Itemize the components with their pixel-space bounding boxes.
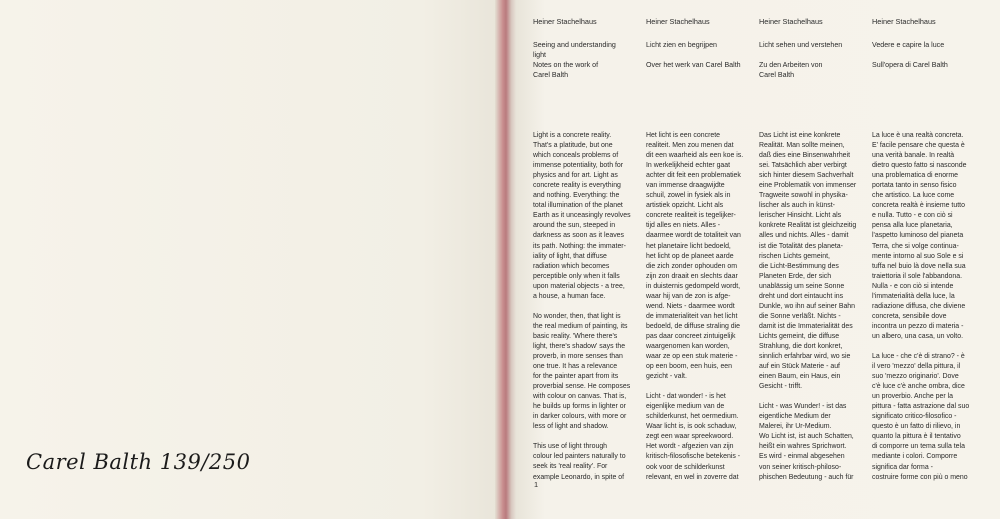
body-line: pittura - fatta astrazione dal suo — [872, 403, 970, 411]
body-line: radiation which becomes — [533, 262, 610, 270]
body-paragraph — [533, 131, 641, 302]
body-line: with colour on canvas. That is, — [533, 393, 627, 401]
body-line: concrete reality is everything — [533, 182, 621, 190]
body-line: less of light and shadow. — [533, 423, 609, 431]
column-title — [872, 40, 980, 70]
body-line: questo è un fatto di rilievo, in — [872, 423, 961, 431]
body-line: phischen Bedeutung - auch für — [759, 473, 854, 481]
body-line: radiazione diffusa, che diviene — [872, 302, 966, 310]
body-line: he builds up forms in lighter or — [533, 403, 626, 411]
body-line: E' facile pensare che questa è — [872, 142, 965, 150]
body-line: schuil, zowel in fysiek als in — [646, 192, 731, 200]
column-author: Heiner Stachelhaus — [759, 17, 823, 26]
body-line: artistiek opzicht. Licht als — [646, 202, 724, 210]
body-paragraph — [759, 402, 867, 482]
column-title — [533, 40, 641, 80]
body-line: het licht op de planeet aarde — [646, 252, 734, 260]
column-author: Heiner Stachelhaus — [533, 17, 597, 26]
body-line: That's a platitude, but one — [533, 142, 613, 150]
body-line: op een boom, een huis, een — [646, 363, 733, 371]
body-line: einen Baum, ein Haus, ein — [759, 373, 841, 381]
body-line: one true. It has a relevance — [533, 363, 618, 371]
body-line: die zich zonder ophouden om — [646, 262, 738, 270]
body-line: perceptible only when it falls — [533, 272, 620, 280]
body-line: ook voor de schilderkunst — [646, 463, 725, 471]
body-line: Light is a concrete reality. — [533, 132, 612, 139]
artist-signature: Carel Balth 139/250 — [26, 450, 251, 474]
body-line: La luce è una realtà concreta. — [872, 132, 964, 139]
body-line: auf ein Stück Materie - auf — [759, 363, 840, 371]
body-line: upon material objects - a tree, — [533, 282, 625, 290]
body-line: pas daar concreet zintuigelijk — [646, 332, 736, 340]
body-line: for the painter apart from its — [533, 373, 619, 381]
body-line: its path. Nothing: the immater- — [533, 242, 626, 250]
title-line: Zu den Arbeiten von — [759, 61, 823, 70]
body-line: Planeten Erde, der sich — [759, 272, 832, 280]
body-line: mente intorno al suo Sole e si — [872, 252, 964, 260]
title-line: light — [533, 51, 547, 60]
title-line: Notes on the work of — [533, 61, 599, 70]
body-line: pensa alla luce planetaria, — [872, 222, 953, 230]
body-line: ist die Totalität des planeta- — [759, 242, 843, 250]
body-line: kritisch-filosofische betekenis - — [646, 453, 741, 461]
body-line: rischen Lichts gemeint, — [759, 252, 830, 260]
body-line: colour led painters naturally to — [533, 453, 626, 461]
body-line: lischer als auch in künst- — [759, 202, 835, 210]
body-line: l'aspetto luminoso del pianeta — [872, 232, 964, 240]
column-body — [533, 131, 641, 493]
body-line: sich hinter diesem Sachverhalt — [759, 172, 854, 180]
body-paragraph — [646, 392, 754, 482]
body-line: alles und nichts. Alles - damit — [759, 232, 849, 240]
body-line: light, there's shadow' says the — [533, 342, 626, 350]
body-line: Wo Licht ist, ist auch Schatten, — [759, 433, 854, 441]
column-english — [533, 17, 641, 481]
column-body — [646, 131, 754, 493]
body-line: una problematica di enorme — [872, 172, 958, 180]
title-line: Vedere e capire la luce — [872, 41, 945, 50]
body-line: zijn zon draait en slechts daar — [646, 272, 738, 280]
body-line: costruire forme con più o meno — [872, 473, 968, 481]
body-line: eigentliche Medium der — [759, 413, 831, 421]
body-line: un albero, una casa, un volto. — [872, 332, 964, 340]
body-line: c'è luce c'è anche ombra, dice — [872, 383, 965, 391]
body-line: in darker colours, with more or — [533, 413, 627, 421]
body-line: che artistico. La luce come — [872, 192, 955, 200]
body-line: die Licht-Bestimmung des — [759, 262, 839, 270]
body-line: incontra un pezzo di materia - — [872, 322, 964, 330]
body-line: achter dit feit een problematiek — [646, 172, 741, 180]
body-line: waargenomen kan worden, — [646, 342, 730, 350]
body-line: il vero 'mezzo' della pittura, il — [872, 363, 961, 371]
title-line: Licht zien en begrijpen — [646, 41, 717, 50]
body-line: Licht - dat wonder! - is het — [646, 393, 726, 401]
title-line: Licht sehen und verstehen — [759, 41, 843, 50]
body-line: eine Problematik von immenser — [759, 182, 857, 190]
body-line: heißt ein wahres Sprichwort. — [759, 443, 847, 451]
title-line: Carel Balth — [533, 71, 569, 80]
body-line: a house, a human face. — [533, 292, 606, 300]
body-line: dit een waarheid als een koe is. — [646, 152, 744, 160]
body-line: concrete realiteit is tegelijker- — [646, 212, 736, 220]
body-line: una verità banale. In realtà — [872, 152, 955, 160]
body-line: Terra, che si volge continua- — [872, 242, 959, 250]
book-gutter — [495, 0, 517, 519]
body-line: waar ze op een stuk materie - — [646, 353, 738, 361]
title-line — [646, 50, 754, 60]
body-paragraph — [872, 352, 980, 483]
body-line: von seiner kritisch-philoso- — [759, 463, 842, 471]
body-line: This use of light through — [533, 443, 608, 451]
body-line: the real medium of painting, its — [533, 322, 628, 330]
body-line: Waar licht is, is ook schaduw, — [646, 423, 737, 431]
body-line: zegt een waar spreekwoord. — [646, 433, 734, 441]
body-line: around the sun, steeped in — [533, 222, 616, 230]
body-line: in duisternis gedompeld wordt, — [646, 282, 741, 290]
body-line: di comporre un tema sulla tela — [872, 443, 965, 451]
body-line: sei. Tatsächlich aber verbirgt — [759, 162, 847, 170]
body-line: daarmee wordt de totaliteit van — [646, 232, 741, 240]
body-line: La luce - che c'è di strano? - è — [872, 352, 965, 360]
column-dutch — [646, 17, 754, 481]
body-line: Malerei, ihr Ur-Medium. — [759, 423, 832, 431]
body-line: Lichts gemeint, die diffuse — [759, 332, 840, 340]
title-line: Carel Balth — [759, 71, 795, 80]
body-line: un proverbio. Anche per la — [872, 393, 953, 401]
body-line: quanto la pittura è il tentativo — [872, 433, 961, 441]
body-line: daß dies eine Binsenwahrheit — [759, 152, 851, 160]
body-line: gezicht - valt. — [646, 373, 687, 381]
body-line: Het licht is een concrete — [646, 132, 721, 139]
body-line: basic reality. 'Where there's — [533, 332, 618, 340]
body-line: het planetaire licht bedoeld, — [646, 242, 731, 250]
body-line: portata tanto in senso fisico — [872, 182, 957, 190]
body-line: mediante i colori. Comporre — [872, 453, 958, 461]
body-paragraph — [533, 312, 641, 433]
column-author: Heiner Stachelhaus — [646, 17, 710, 26]
column-body — [759, 131, 867, 493]
body-line: proverbial sense. He composes — [533, 383, 631, 391]
body-paragraph — [759, 131, 867, 392]
body-line: Tragweite sowohl in physika- — [759, 192, 848, 200]
body-line: Das Licht ist eine konkrete — [759, 132, 841, 139]
body-line: bedoeld, de diffuse straling die — [646, 322, 740, 330]
body-line: No wonder, then, that light is — [533, 312, 621, 320]
body-line: Licht - was Wunder! - ist das — [759, 403, 847, 411]
body-line: sinnlich erfahrbar wird, wo sie — [759, 353, 851, 361]
title-line — [759, 50, 867, 60]
body-line: iality of light, that diffuse — [533, 252, 607, 260]
body-line: traiettoria il sole l'abbandona. — [872, 272, 963, 280]
body-line: tijd alles en niets. Alles - — [646, 222, 721, 230]
body-line: significato critico-filosofico - — [872, 413, 957, 421]
body-line: damit ist die Immaterialität des — [759, 322, 853, 330]
page-number: 1 — [534, 480, 539, 489]
body-line: konkrete Realität ist gleichzeitig — [759, 222, 857, 230]
body-line: waar hij van de zon is afge- — [646, 292, 731, 300]
body-line: and nothing. Everything: the — [533, 192, 620, 200]
column-title — [759, 40, 867, 80]
left-page — [0, 0, 497, 519]
body-line: Gesicht - trifft. — [759, 383, 803, 391]
body-line: seek its 'real reality'. For — [533, 463, 608, 471]
body-line: eigenlijke medium van de — [646, 403, 725, 411]
body-line: schilderkunst, het oermedium. — [646, 413, 739, 421]
body-line: concreta realtà è insieme tutto — [872, 202, 965, 210]
title-line: Seeing and understanding — [533, 41, 616, 50]
body-line: de immaterialiteit van het licht — [646, 312, 738, 320]
body-line: dreht und dort eintaucht ins — [759, 292, 844, 300]
body-line: In werkelijkheid echter gaat — [646, 162, 731, 170]
body-line: lerischer Hinsicht. Licht als — [759, 212, 842, 220]
body-line: l'immaterialità della luce, la — [872, 292, 955, 300]
body-line: Nulla - e con ciò si intende — [872, 282, 954, 290]
body-line: dietro questo fatto si nasconde — [872, 162, 967, 170]
body-line: unablässig um seine Sonne — [759, 282, 845, 290]
body-line: Es wird - einmal abgesehen — [759, 453, 845, 461]
title-line: Sull'opera di Carel Balth — [872, 61, 948, 70]
body-line: proverb, in more senses than — [533, 352, 623, 360]
body-line: Earth as it unceasingly revolves — [533, 212, 631, 220]
body-line: realiteit. Men zou menen dat — [646, 142, 734, 150]
body-line: suo 'mezzo originario'. Dove — [872, 373, 959, 381]
body-line: significa dar forma - — [872, 463, 933, 471]
body-line: Dunkle, wo ihn auf seiner Bahn — [759, 302, 856, 310]
body-line: relevant, en wel in zoverre dat — [646, 473, 739, 481]
body-line: immense potentiality, both for — [533, 162, 624, 170]
column-german — [759, 17, 867, 481]
column-body — [872, 131, 980, 493]
body-line: Strahlung, die dort konkret, — [759, 342, 843, 350]
body-paragraph — [646, 131, 754, 382]
body-line: die Sonne verläßt. Nichts - — [759, 312, 841, 320]
body-line: Realität. Man sollte meinen, — [759, 142, 845, 150]
body-paragraph — [533, 442, 641, 482]
body-line: concreta, sensibile dove — [872, 312, 947, 320]
body-line: tuffa nel buio là dove nella sua — [872, 262, 966, 270]
body-line: wend. Niets - daarmee wordt — [646, 302, 735, 310]
body-line: darkness as soon as it leaves — [533, 232, 625, 240]
body-line: physics and for art. Light as — [533, 172, 618, 180]
body-line: example Leonardo, in spite of — [533, 473, 625, 481]
column-author: Heiner Stachelhaus — [872, 17, 936, 26]
body-line: which conceals problems of — [533, 152, 619, 160]
body-line: van immense draagwijdte — [646, 182, 725, 190]
column-italian — [872, 17, 980, 481]
body-line: e nulla. Tutto - e con ciò si — [872, 212, 953, 220]
body-paragraph — [872, 131, 980, 342]
column-title — [646, 40, 754, 70]
body-line: Het wordt - afgezien van zijn — [646, 443, 734, 451]
body-line: total illumination of the planet — [533, 202, 623, 210]
title-line — [872, 50, 980, 60]
title-line: Over het werk van Carel Balth — [646, 61, 741, 70]
